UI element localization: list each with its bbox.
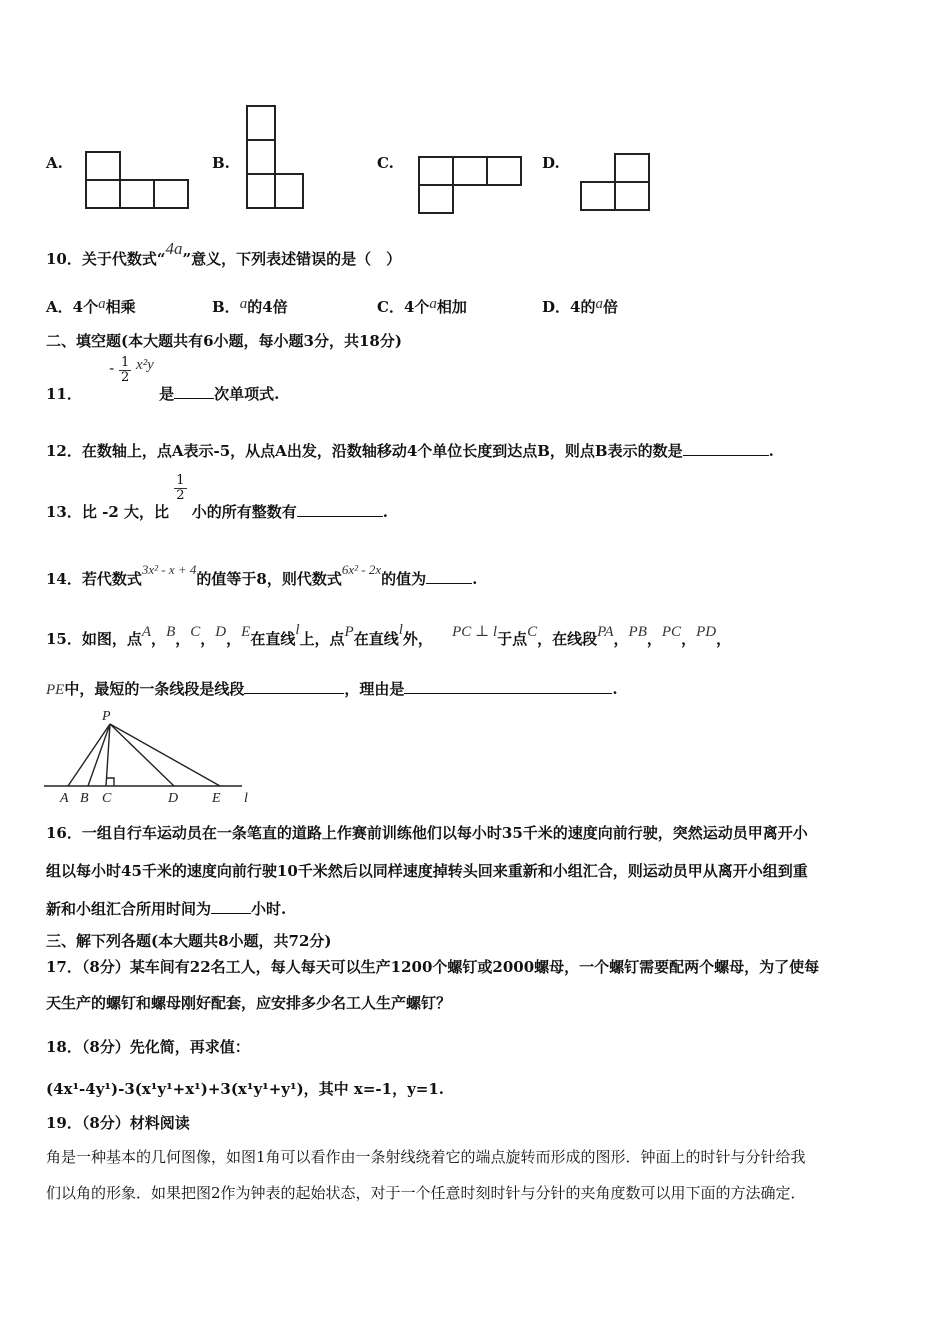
question-19-line-2: 们以角的形象．如果把图2作为钟表的起始状态，对于一个任意时刻时针与分针的夹角度数可以用下面的方法确定． bbox=[46, 1184, 806, 1202]
q10-option-a: A．4个a相乘 bbox=[46, 296, 136, 316]
question-18-title: 18．（8分）先化简，再求值： bbox=[46, 1038, 250, 1056]
net-figure-d bbox=[578, 151, 654, 213]
question-15: 15．如图，点A，B，C，D，E在直线l上，点P在直线l外， PC ⊥ l于点C，在线段PA，PB，PC，PD， bbox=[46, 622, 732, 648]
label-e: E bbox=[212, 791, 221, 806]
figure-15-diagram bbox=[44, 706, 264, 806]
net-figure-b bbox=[244, 104, 308, 212]
question-16-line-2: 组以每小时45千米的速度向前行驶10千米然后以同样速度掉转头回来重新和小组汇合，则运动员甲从离开小组到重 bbox=[46, 862, 808, 880]
label-c: C bbox=[102, 791, 112, 806]
option-a-label: A. bbox=[46, 154, 63, 172]
label-l: l bbox=[244, 791, 248, 806]
question-17-line-1: 17．（8分）某车间有22名工人，每人每天可以生产1200个螺钉或2000螺母，一个螺钉需要配两个螺母，为了使每 bbox=[46, 958, 820, 976]
question-19-line-1: 角是一种基本的几何图像，如图1角可以看作由一条射线绕着它的端点旋转而形成的图形．钟面上的时针与分针给我 bbox=[46, 1148, 806, 1166]
label-p: P bbox=[102, 709, 111, 724]
label-a: A bbox=[60, 791, 69, 806]
question-14: 14．若代数式3x² - x + 4的值等于8，则代数式6x² - 2x的值为 . bbox=[46, 562, 478, 588]
option-b-label: B. bbox=[212, 154, 230, 172]
question-19-title: 19．（8分）材料阅读 bbox=[46, 1114, 190, 1132]
net-figure-c bbox=[416, 154, 526, 216]
question-17-line-2: 天生产的螺钉和螺母刚好配套，应安排多少名工人生产螺钉？ bbox=[46, 994, 452, 1012]
question-16-line-3: 新和小组汇合所用时间为 小时. bbox=[46, 900, 287, 918]
question-11: 11． - $\frac{1}{2}$ x²y 是 次单项式. bbox=[46, 355, 280, 403]
segment-pa bbox=[68, 724, 110, 786]
q10-option-d: D．4的a倍 bbox=[542, 296, 618, 316]
question-16-line-1: 16．一组自行车运动员在一条笔直的道路上作赛前训练他们以每小时35千米的速度向前行驶，突然运动员甲离开小 bbox=[46, 824, 808, 842]
section-3-heading: 三、解下列各题(本大题共8小题，共72分) bbox=[46, 932, 332, 950]
question-13: 13．比 -2 大，比 $\frac{1}{2}$ 小的所有整数有 . bbox=[46, 473, 388, 521]
option-d-label: D. bbox=[542, 154, 560, 172]
q10-option-c: C．4个a相加 bbox=[377, 296, 467, 316]
label-b: B bbox=[80, 791, 89, 806]
right-angle-mark bbox=[106, 778, 114, 786]
question-18-expression: (4x¹-4y¹)-3(x¹y¹+x¹)+3(x¹y¹+y¹)，其中 x=-1，y=1. bbox=[46, 1080, 445, 1098]
section-2-heading: 二、填空题(本大题共有6小题，每小题3分，共18分) bbox=[46, 332, 402, 350]
q10-option-b: B．a的4倍 bbox=[212, 296, 288, 316]
question-12: 12．在数轴上，点A表示-5，从点A出发，沿数轴移动4个单位长度到达点B，则点B表示的数是 . bbox=[46, 442, 774, 460]
option-c-label: C. bbox=[377, 154, 394, 172]
question-10: 10．关于代数式“4a”意义，下列表述错误的是（ ） bbox=[46, 239, 402, 268]
question-15-line-2: PE中，最短的一条线段是线段 ，理由是 . bbox=[46, 680, 618, 698]
net-figure-a bbox=[84, 150, 194, 214]
label-d: D bbox=[168, 791, 179, 806]
